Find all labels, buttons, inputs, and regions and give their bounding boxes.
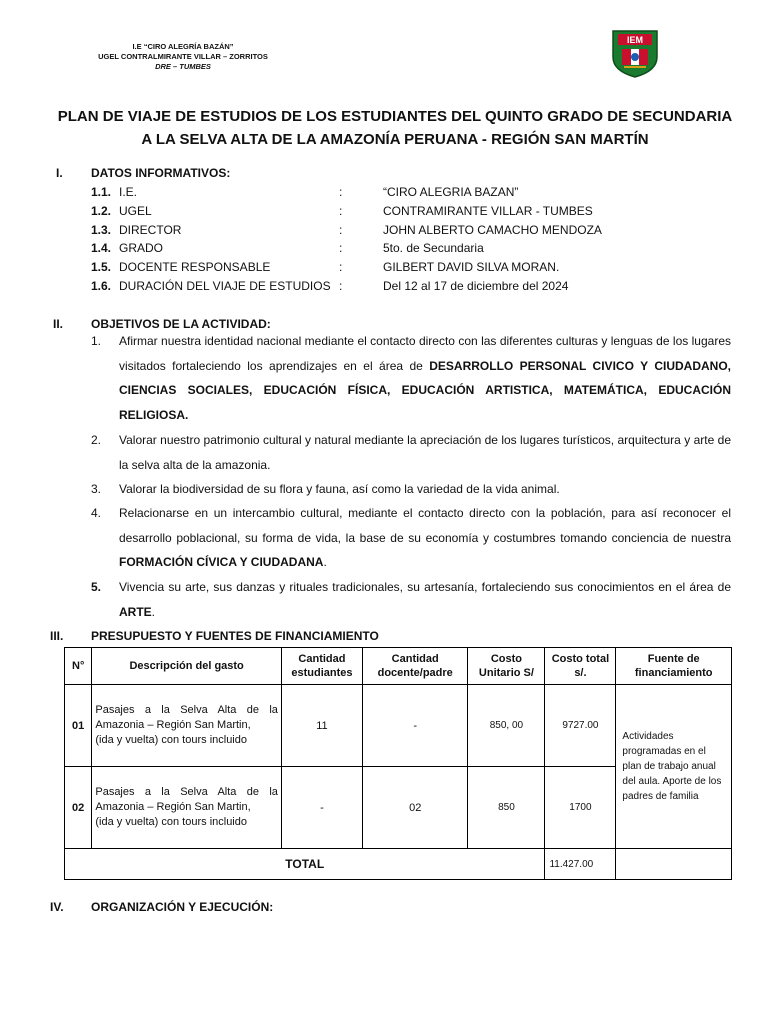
section-title: PRESUPUESTO Y FUENTES DE FINANCIAMIENTO — [91, 629, 379, 643]
total-label: TOTAL — [65, 849, 545, 880]
objective-item — [91, 428, 731, 477]
dre-name: DRE – TUMBES — [155, 62, 211, 71]
col-header-funding: Fuente de financiamiento — [616, 648, 732, 685]
row-unit-cost: 850, 00 — [468, 685, 545, 767]
objective-item — [91, 477, 731, 502]
objective-number: 3. — [91, 482, 102, 496]
title-line-2: A LA SELVA ALTA DE LA AMAZONÍA PERUANA - REGIÓN SAN MARTÍN — [141, 131, 649, 148]
row-unit-cost: 850 — [468, 767, 545, 849]
row-students-qty: - — [281, 767, 362, 849]
section-number: I. — [56, 166, 63, 180]
budget-table — [64, 647, 732, 880]
objective-number: 1. — [91, 334, 102, 348]
info-value: JOHN ALBERTO CAMACHO MENDOZA — [383, 223, 602, 237]
objective-text-part: Relacionarse en un intercambio cultural, mediante el contacto directo con la población, para así reconocer el desarrollo poblacional, su forma de vida, la base de su economía y costumbres tomando conciencia de nuestra — [119, 506, 731, 545]
info-number: 1.4. — [91, 241, 112, 255]
row-teachers-qty: 02 — [363, 767, 468, 849]
ugel-name: UGEL CONTRALMIRANTE VILLAR – ZORRITOS — [98, 52, 268, 61]
section-title: DATOS INFORMATIVOS: — [91, 166, 231, 180]
row-total-cost: 1700 — [545, 767, 616, 849]
col-header-teachers-qty: Cantidad docente/padre — [363, 648, 468, 685]
objective-bold-areas: DESARROLLO PERSONAL CIVICO Y CIUDADANO, CIENCIAS SOCIALES, EDUCACIÓN FÍSICA, EDUCACIÓN ARTISTICA, MATEMÁTICA, EDUCACIÓN RELIGIOSA. — [119, 358, 731, 422]
info-separator: : — [339, 204, 343, 218]
info-key: GRADO — [119, 241, 164, 255]
document-title — [40, 105, 750, 151]
info-value: “CIRO ALEGRIA BAZAN” — [383, 185, 519, 199]
info-value: CONTRAMIRANTE VILLAR - TUMBES — [383, 204, 593, 218]
col-header-students-qty: Cantidad estudiantes — [281, 648, 362, 685]
info-key: DOCENTE RESPONSABLE — [119, 260, 271, 274]
section-title: ORGANIZACIÓN Y EJECUCIÓN: — [91, 900, 274, 914]
objective-text-part: Vivencia su arte, sus danzas y rituales tradicionales, su artesanía, fortaleciendo sus conocimientos en el área de — [119, 580, 731, 594]
col-header-number: N° — [65, 648, 92, 685]
objective-item — [91, 329, 731, 427]
section-title: OBJETIVOS DE LA ACTIVIDAD: — [91, 317, 271, 331]
info-number: 1.2. — [91, 204, 112, 218]
info-key: DIRECTOR — [119, 223, 182, 237]
objective-number: 2. — [91, 433, 102, 447]
objective-text-part: Valorar nuestro patrimonio cultural y natural mediante la apreciación de los lugares turísticos, arquitectura y arte de la selva alta de la amazonia. — [119, 433, 731, 472]
school-crest-icon — [610, 27, 660, 79]
objective-item — [91, 575, 731, 624]
table-total-row — [65, 849, 732, 880]
row-number: 02 — [65, 767, 92, 849]
row-teachers-qty: - — [363, 685, 468, 767]
info-separator: : — [339, 185, 343, 199]
col-header-unit-cost: Costo Unitario S/ — [468, 648, 545, 685]
objective-text — [119, 329, 731, 427]
row-students-qty: 11 — [281, 685, 362, 767]
table-row — [65, 685, 732, 767]
info-number: 1.5. — [91, 260, 112, 274]
objective-text — [119, 477, 731, 502]
section-number: II. — [53, 317, 64, 331]
info-separator: : — [339, 260, 343, 274]
info-key: UGEL — [119, 204, 152, 218]
objective-item — [91, 501, 731, 575]
info-value: Del 12 al 17 de diciembre del 2024 — [383, 279, 569, 293]
info-number: 1.3. — [91, 223, 112, 237]
info-value: GILBERT DAVID SILVA MORAN. — [383, 260, 560, 274]
objective-text-end: . — [151, 604, 156, 619]
row-number: 01 — [65, 685, 92, 767]
objective-text-part: Afirmar nuestra identidad nacional mediante el contacto directo con las diferentes culturas y lenguas de los lugares visitados fortaleciendo los aprendizajes en el área de — [119, 334, 731, 373]
row-description — [92, 685, 282, 767]
info-separator: : — [339, 279, 343, 293]
info-number: 1.6. — [91, 279, 112, 293]
objective-number: 4. — [91, 506, 102, 520]
objective-text-end: . — [323, 555, 327, 569]
info-number: 1.1. — [91, 185, 112, 199]
col-header-total-cost: Costo total s/. — [545, 648, 616, 685]
objective-bold-text: ARTE — [119, 604, 152, 619]
row-description-line-2: (ida y vuelta) con tours incluido — [95, 734, 247, 746]
total-value: 11.427.00 — [545, 849, 616, 880]
objective-text — [119, 428, 731, 477]
row-description-line-1: Pasajes a la Selva Alta de la Amazonia – Región San Martin, — [95, 704, 278, 731]
objective-text — [119, 575, 731, 624]
objective-bold-text: FORMACIÓN CÍVICA Y CIUDADANA — [119, 555, 324, 569]
row-total-cost: 9727.00 — [545, 685, 616, 767]
objective-number: 5. — [91, 580, 102, 594]
objective-text — [119, 501, 731, 575]
school-header — [88, 42, 278, 72]
info-key: DURACIÓN DEL VIAJE DE ESTUDIOS — [119, 279, 331, 293]
objective-text-part: Valorar la biodiversidad de su flora y fauna, así como la variedad de la vida animal. — [119, 482, 560, 496]
table-header-row — [65, 648, 732, 685]
col-header-description: Descripción del gasto — [92, 648, 282, 685]
logo-text: IEM — [626, 35, 644, 45]
title-line-1: PLAN DE VIAJE DE ESTUDIOS DE LOS ESTUDIANTES DEL QUINTO GRADO DE SECUNDARIA — [57, 108, 733, 125]
info-separator: : — [339, 223, 343, 237]
row-description — [92, 767, 282, 849]
info-separator: : — [339, 241, 343, 255]
section-number: III. — [50, 629, 64, 643]
section-number: IV. — [50, 900, 64, 914]
funding-source: Actividades programadas en el plan de trabajo anual del aula. Aporte de los padres de familia — [616, 685, 732, 849]
info-value: 5to. de Secundaria — [383, 241, 484, 255]
info-key: I.E. — [119, 185, 138, 199]
total-empty-cell — [616, 849, 732, 880]
school-name: I.E “CIRO ALEGRÍA BAZÁN” — [132, 42, 234, 51]
row-description-line-2: (ida y vuelta) con tours incluido — [95, 816, 247, 828]
row-description-line-1: Pasajes a la Selva Alta de la Amazonia – Región San Martin, — [95, 786, 278, 813]
